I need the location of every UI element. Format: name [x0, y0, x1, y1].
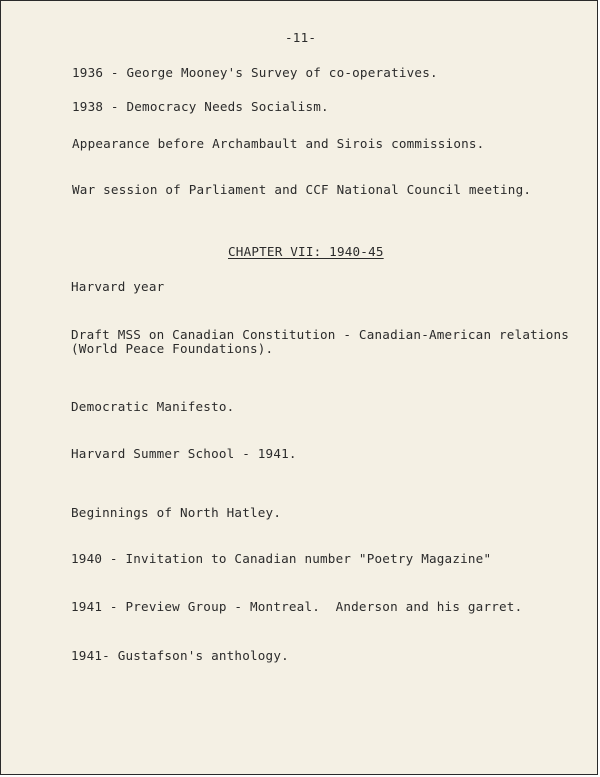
entry-democratic-manifesto: Democratic Manifesto. [71, 399, 235, 414]
entry-gustafson-anthology: 1941- Gustafson's anthology. [71, 648, 289, 663]
entry-draft-mss-line1: Draft MSS on Canadian Constitution - Canadian-American relations [71, 327, 570, 342]
entry-poetry-magazine: 1940 - Invitation to Canadian number "Poetry Magazine" [71, 551, 492, 566]
entry-preview-group: 1941 - Preview Group - Montreal. Anderson and his garret. [71, 599, 523, 614]
entry-democracy-needs-socialism: 1938 - Democracy Needs Socialism. [72, 99, 329, 114]
entry-harvard-year: Harvard year [71, 279, 165, 294]
entry-war-session: War session of Parliament and CCF National Council meeting. [72, 182, 532, 197]
chapter-heading: CHAPTER VII: 1940-45 [228, 244, 384, 259]
entry-north-hatley: Beginnings of North Hatley. [71, 505, 282, 520]
entry-mooney-survey: 1936 - George Mooney's Survey of co-operatives. [72, 65, 438, 80]
entry-commissions: Appearance before Archambault and Sirois commissions. [72, 136, 485, 151]
entry-harvard-summer-school: Harvard Summer School - 1941. [71, 446, 297, 461]
page-number: -11- [285, 30, 317, 45]
entry-draft-mss-line2: (World Peace Foundations). [71, 341, 274, 356]
